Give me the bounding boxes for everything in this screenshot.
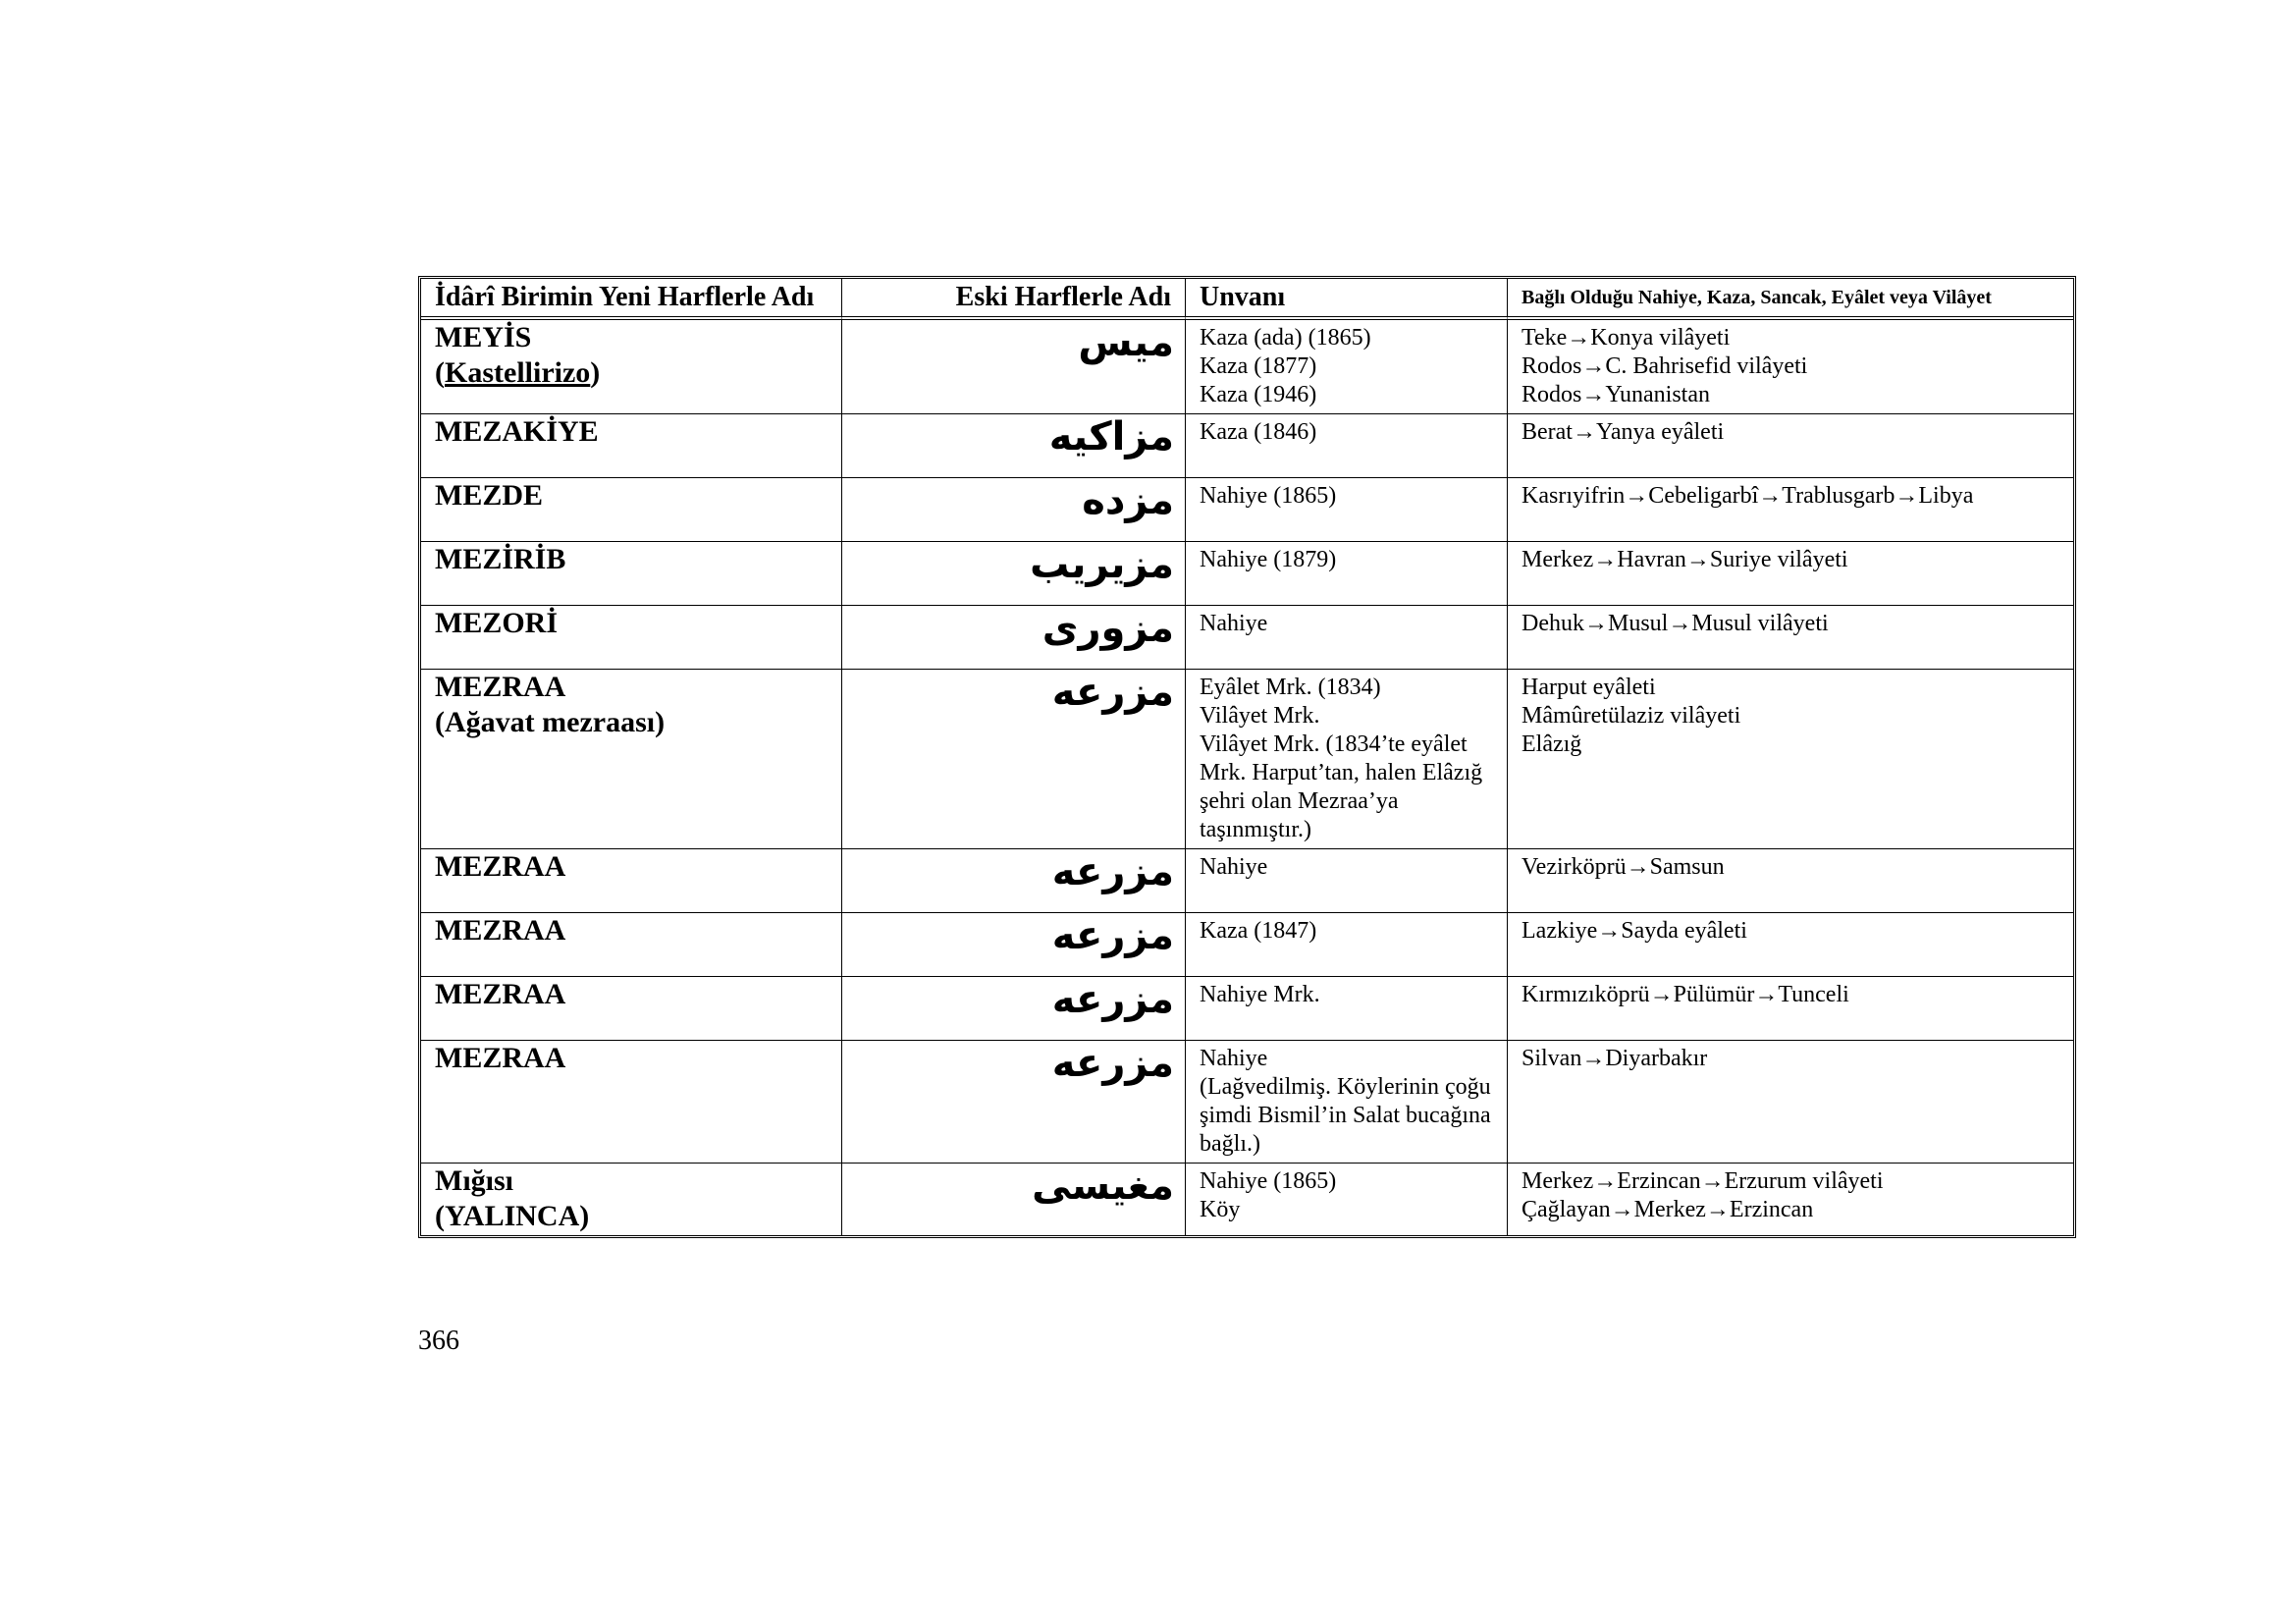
place-name: MEZDE	[435, 479, 544, 512]
place-name: MEZRAA	[435, 978, 566, 1010]
gazetteer-table	[421, 279, 2073, 1235]
title-line: Kaza (1847)	[1200, 918, 1317, 944]
cell-new-name	[421, 320, 842, 414]
affiliation-line: Rodos→Yunanistan	[1522, 382, 1710, 407]
cell-title	[1186, 542, 1508, 606]
table-row	[421, 1164, 2073, 1235]
title-line: Nahiye (1865)	[1200, 483, 1337, 509]
cell-affiliation	[1508, 977, 2073, 1041]
cell-affiliation	[1508, 849, 2073, 913]
underlined-name: Kastellirizo	[445, 356, 591, 389]
gazetteer-table-frame	[418, 276, 2076, 1238]
cell-new-name	[421, 414, 842, 478]
table-row	[421, 913, 2073, 977]
cell-title	[1186, 849, 1508, 913]
cell-affiliation	[1508, 670, 2073, 849]
place-name: MEYİS	[435, 321, 532, 353]
title-line: (Lağvedilmiş. Köylerinin çoğu şimdi Bismil’in Salat bucağına bağlı.)	[1200, 1074, 1491, 1157]
affiliation-line: Vezirköprü→Samsun	[1522, 854, 1725, 880]
table-row	[421, 414, 2073, 478]
cell-old-name: مزيريب	[842, 542, 1186, 606]
affiliation-line: Çağlayan→Merkez→Erzincan	[1522, 1197, 1814, 1222]
title-line: Nahiye	[1200, 1046, 1268, 1071]
cell-title	[1186, 414, 1508, 478]
affiliation-line: Harput eyâleti	[1522, 675, 1656, 700]
cell-old-name: مزرعه	[842, 913, 1186, 977]
title-line: Kaza (1946)	[1200, 382, 1317, 407]
title-line: Nahiye Mrk.	[1200, 982, 1320, 1007]
cell-old-name: مزده	[842, 478, 1186, 542]
title-line: Nahiye	[1200, 611, 1268, 636]
cell-affiliation	[1508, 320, 2073, 414]
cell-old-name: مزرعه	[842, 670, 1186, 849]
table-body	[421, 320, 2073, 1235]
cell-title	[1186, 320, 1508, 414]
header-affiliation: Bağlı Olduğu Nahiye, Kaza, Sancak, Eyâlet veya Vilâyet	[1508, 279, 2073, 320]
cell-affiliation	[1508, 1164, 2073, 1235]
cell-new-name	[421, 1041, 842, 1164]
affiliation-line: Kasrıyifrin→Cebeligarbî→Trablusgarb→Libya	[1522, 483, 1974, 509]
title-line: Nahiye	[1200, 854, 1268, 880]
cell-new-name	[421, 478, 842, 542]
affiliation-line: Teke→Konya vilâyeti	[1522, 325, 1731, 351]
cell-new-name	[421, 1164, 842, 1235]
affiliation-line: Elâzığ	[1522, 731, 1582, 757]
place-name: MEZRAA	[435, 914, 566, 947]
affiliation-line: Dehuk→Musul→Musul vilâyeti	[1522, 611, 1829, 636]
header-title: Unvanı	[1186, 279, 1508, 320]
affiliation-line: Berat→Yanya eyâleti	[1522, 419, 1725, 445]
cell-new-name	[421, 977, 842, 1041]
title-line: Vilâyet Mrk. (1834’te eyâlet Mrk. Harput’tan, halen Elâzığ şehri olan Mezraa’ya taşınmıştır.)	[1200, 731, 1483, 842]
cell-new-name	[421, 670, 842, 849]
place-alt-name: (YALINCA)	[435, 1200, 590, 1232]
title-line: Eyâlet Mrk. (1834)	[1200, 675, 1381, 700]
cell-old-name: مزرعه	[842, 977, 1186, 1041]
affiliation-line: Silvan→Diyarbakır	[1522, 1046, 1708, 1071]
title-line: Nahiye (1879)	[1200, 547, 1337, 572]
table-row	[421, 670, 2073, 849]
place-name: MEZAKİYE	[435, 415, 599, 448]
affiliation-line: Merkez→Erzincan→Erzurum vilâyeti	[1522, 1168, 1884, 1194]
place-name: MEZİRİB	[435, 543, 566, 575]
affiliation-line: Merkez→Havran→Suriye vilâyeti	[1522, 547, 1848, 572]
cell-title	[1186, 1164, 1508, 1235]
title-line: Kaza (ada) (1865)	[1200, 325, 1371, 351]
title-line: Köy	[1200, 1197, 1241, 1222]
affiliation-line: Rodos→C. Bahrisefid vilâyeti	[1522, 353, 1808, 379]
cell-old-name: مزورى	[842, 606, 1186, 670]
table-row	[421, 478, 2073, 542]
table-header-row	[421, 279, 2073, 320]
cell-affiliation	[1508, 1041, 2073, 1164]
table-row	[421, 1041, 2073, 1164]
place-name: MEZRAA	[435, 1042, 566, 1074]
cell-affiliation	[1508, 606, 2073, 670]
cell-affiliation	[1508, 542, 2073, 606]
cell-title	[1186, 606, 1508, 670]
cell-new-name	[421, 849, 842, 913]
cell-old-name: ميس	[842, 320, 1186, 414]
cell-old-name: مزاكيه	[842, 414, 1186, 478]
cell-title	[1186, 478, 1508, 542]
header-old-name: Eski Harflerle Adı	[842, 279, 1186, 320]
cell-title	[1186, 977, 1508, 1041]
cell-title	[1186, 913, 1508, 977]
table-row	[421, 849, 2073, 913]
cell-new-name	[421, 913, 842, 977]
title-line: Vilâyet Mrk.	[1200, 703, 1320, 729]
cell-affiliation	[1508, 414, 2073, 478]
title-line: Kaza (1846)	[1200, 419, 1317, 445]
cell-new-name	[421, 606, 842, 670]
cell-title	[1186, 670, 1508, 849]
title-line: Kaza (1877)	[1200, 353, 1317, 379]
place-name: MEZRAA	[435, 850, 566, 883]
place-alt-name: (Ağavat mezraası)	[435, 706, 666, 738]
affiliation-line: Mâmûretülaziz vilâyeti	[1522, 703, 1741, 729]
cell-affiliation	[1508, 478, 2073, 542]
place-alt-name: (Kastellirizo)	[435, 356, 601, 389]
cell-affiliation	[1508, 913, 2073, 977]
cell-old-name: مغيسى	[842, 1164, 1186, 1235]
place-name: MEZRAA	[435, 671, 566, 703]
table-row	[421, 606, 2073, 670]
place-name: Mığısı	[435, 1164, 513, 1197]
cell-old-name: مزرعه	[842, 849, 1186, 913]
table-row	[421, 977, 2073, 1041]
place-name: MEZORİ	[435, 607, 559, 639]
cell-title	[1186, 1041, 1508, 1164]
affiliation-line: Kırmızıköprü→Pülümür→Tunceli	[1522, 982, 1849, 1007]
cell-new-name	[421, 542, 842, 606]
page-number: 366	[418, 1326, 459, 1356]
affiliation-line: Lazkiye→Sayda eyâleti	[1522, 918, 1747, 944]
table-row	[421, 542, 2073, 606]
title-line: Nahiye (1865)	[1200, 1168, 1337, 1194]
cell-old-name: مزرعه	[842, 1041, 1186, 1164]
header-name: İdârî Birimin Yeni Harflerle Adı	[421, 279, 842, 320]
table-row	[421, 320, 2073, 414]
